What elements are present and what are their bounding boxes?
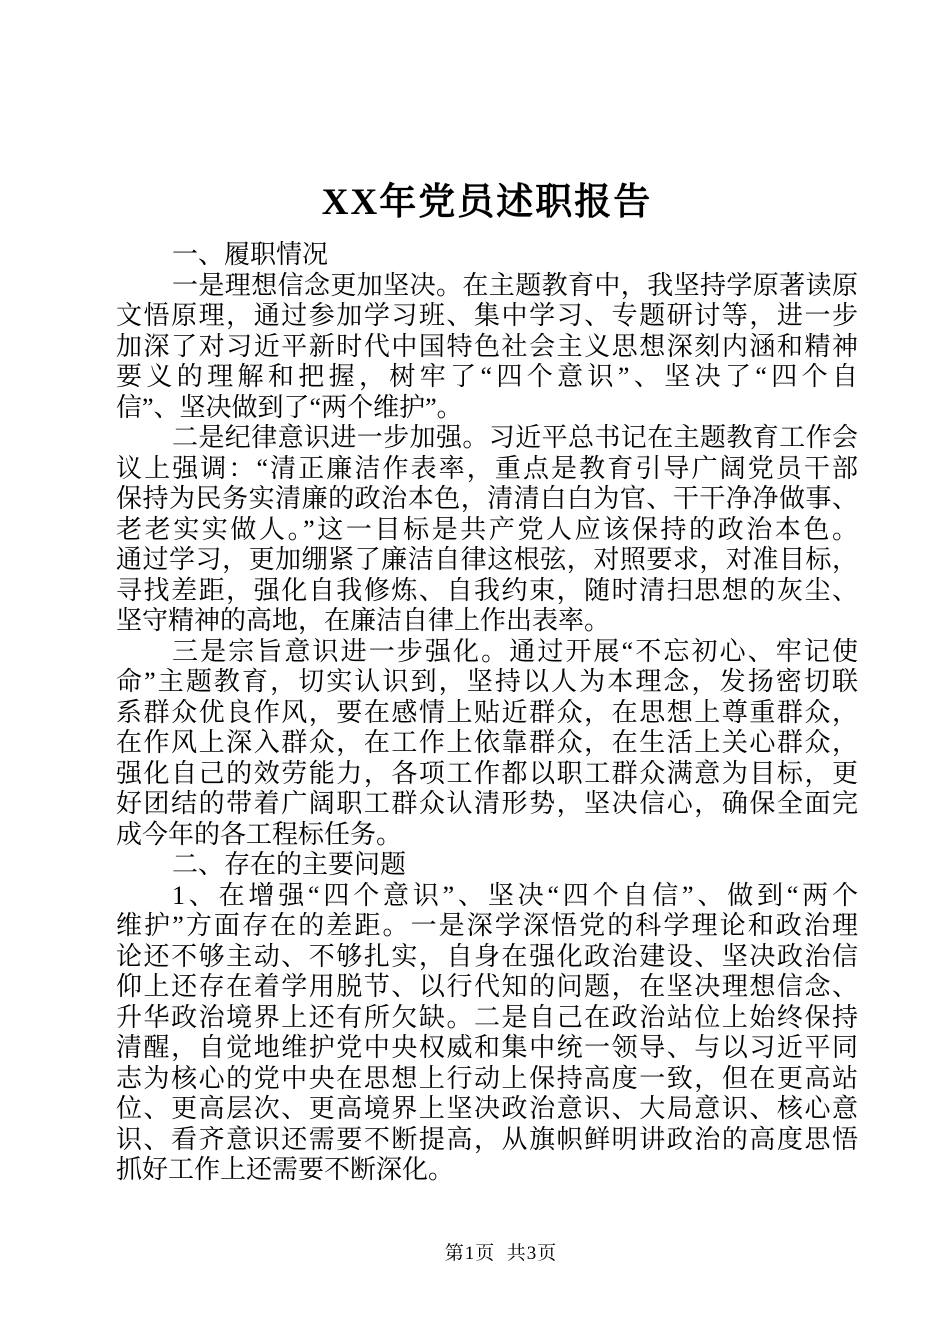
document-title: XX年党员述职报告 bbox=[321, 182, 653, 223]
text-line: 维护”方面存在的差距。一是深学深悟党的科学理论和政治理 bbox=[116, 911, 858, 940]
document-body bbox=[116, 240, 858, 1186]
text-line: 寻找差距，强化自我修炼、自我约束，随时清扫思想的灰尘、 bbox=[116, 575, 858, 605]
section-heading-line: 二、存在的主要问题 bbox=[172, 850, 407, 879]
section-heading-line: 一、履职情况 bbox=[172, 240, 329, 269]
text-line: 好团结的带着广阔职工群众认清形势，坚决信心，确保全面完 bbox=[116, 789, 858, 818]
text-line: 要义的理解和把握，树牢了“四个意识”、坚决了“四个自 bbox=[116, 362, 858, 391]
text-line: 成今年的各工程标任务。 bbox=[116, 819, 403, 849]
text-line: 信”、坚决做到了“两个维护”。 bbox=[116, 392, 463, 422]
text-line: 保持为民务实清廉的政治本色，清清白白为官、干干净净做事、 bbox=[116, 484, 858, 513]
text-line: 在作风上深入群众，在工作上依靠群众，在生活上关心群众， bbox=[116, 728, 858, 757]
text-line: 老老实实做人。”这一目标是共产党人应该保持的政治本色。 bbox=[116, 514, 858, 544]
text-line: 文悟原理，通过参加学习班、集中学习、专题研讨等，进一步 bbox=[116, 301, 858, 330]
text-line: 二是纪律意识进一步加强。习近平总书记在主题教育工作会 bbox=[172, 423, 858, 452]
text-line: 三是宗旨意识进一步强化。通过开展“不忘初心、牢记使 bbox=[172, 636, 858, 666]
text-line: 命”主题教育，切实认识到，坚持以人为本理念，发扬密切联 bbox=[116, 667, 858, 696]
text-line: 论还不够主动、不够扎实，自身在强化政治建设、坚决政治信 bbox=[116, 941, 858, 971]
text-line: 强化自己的效劳能力，各项工作都以职工群众满意为目标，更 bbox=[116, 758, 858, 788]
page-number-footer: 第1页 共3页 bbox=[444, 1243, 558, 1264]
text-line: 志为核心的党中央在思想上行动上保持高度一致，但在更高站 bbox=[116, 1063, 858, 1093]
text-line: 1、在增强“四个意识”、坚决“四个自信”、做到“两个 bbox=[172, 880, 858, 910]
text-line: 系群众优良作风，要在感情上贴近群众，在思想上尊重群众， bbox=[116, 697, 858, 727]
text-line: 一是理想信念更加坚决。在主题教育中，我坚持学原著读原 bbox=[172, 270, 858, 300]
text-line: 通过学习，更加绷紧了廉洁自律这根弦，对照要求，对准目标， bbox=[116, 545, 858, 574]
text-line: 议上强调：“清正廉洁作表率，重点是教育引导广阔党员干部 bbox=[116, 453, 858, 483]
text-line: 清醒，自觉地维护党中央权威和集中统一领导、与以习近平同 bbox=[116, 1033, 858, 1062]
text-line: 位、更高层次、更高境界上坚决政治意识、大局意识、核心意 bbox=[116, 1094, 858, 1123]
text-line: 升华政治境界上还有所欠缺。二是自己在政治站位上始终保持 bbox=[116, 1002, 858, 1032]
text-line: 坚守精神的高地，在廉洁自律上作出表率。 bbox=[116, 606, 611, 635]
text-line: 加深了对习近平新时代中国特色社会主义思想深刻内涵和精神 bbox=[116, 331, 858, 361]
text-line: 识、看齐意识还需要不断提高，从旗帜鲜明讲政治的高度思悟 bbox=[116, 1124, 858, 1154]
text-line: 仰上还存在着学用脱节、以行代知的问题，在坚决理想信念、 bbox=[116, 972, 858, 1001]
text-line: 抓好工作上还需要不断深化。 bbox=[116, 1155, 455, 1184]
